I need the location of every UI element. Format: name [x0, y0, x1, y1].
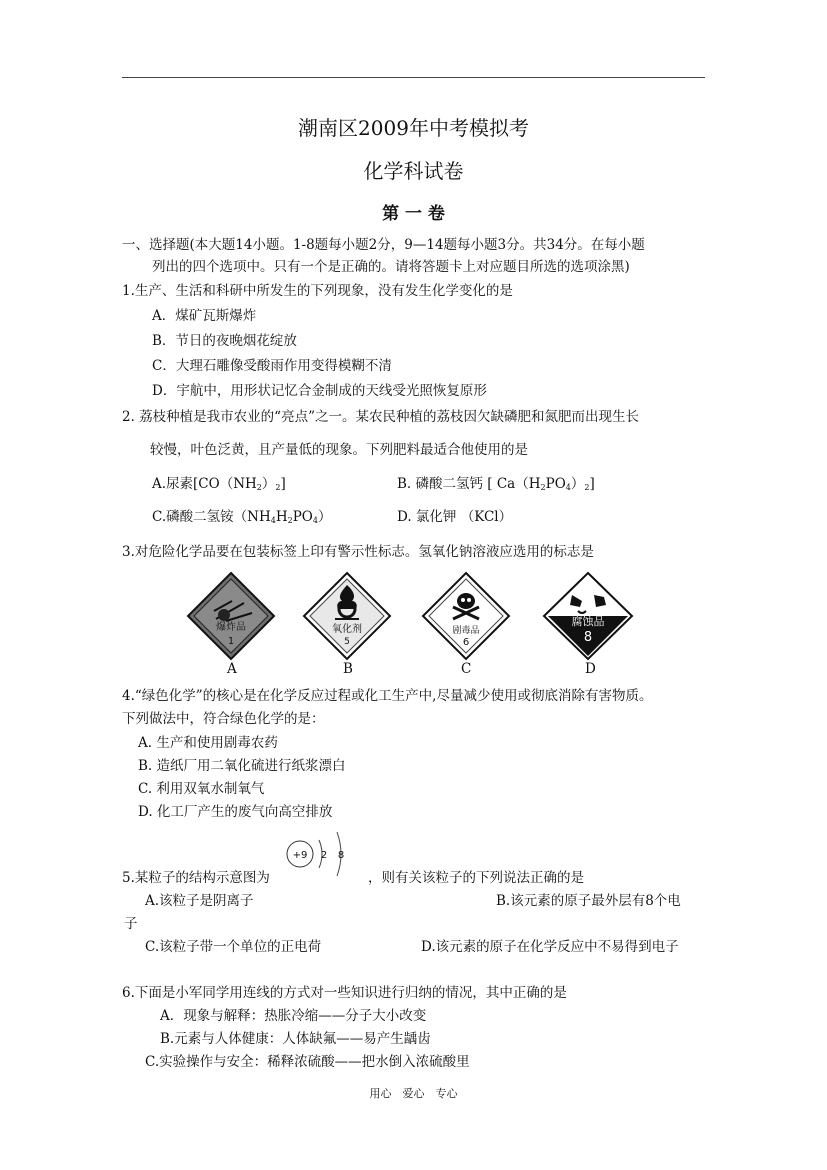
- q4-stem-line1: 4.“绿色化学”的核心是在化学反应过程或化工生产中,尽量减少使用或彻底消除有害物质。: [122, 688, 653, 704]
- q4-option-b: B. 造纸厂用二氧化硫进行纸浆漂白: [138, 758, 346, 774]
- svg-text:8: 8: [337, 850, 345, 861]
- q4-stem-line2: 下列做法中，符合绿色化学的是：: [122, 711, 325, 727]
- sign-a-letter: A: [227, 661, 237, 677]
- q6-option-b: B.元素与人体健康：人体缺氟——易产生龋齿: [160, 1031, 431, 1047]
- section-intro-line2: 列出的四个选项中。只有一个是正确的。请将答题卡上对应题目所选的选项涂黑): [152, 259, 630, 275]
- q6-option-c: C.实验操作与安全：稀释浓硫酸——把水倒入浓硫酸里: [145, 1054, 470, 1070]
- q4-option-d: D. 化工厂产生的废气向高空排放: [138, 804, 333, 820]
- q5-option-d: D.该元素的原子在化学反应中不易得到电子: [421, 939, 679, 955]
- section-intro-line1: 一、选择题(本大题14小题。1-8题每小题2分，9—14题每小题3分。共34分。在每小题: [122, 237, 645, 253]
- q6-option-a: A．现象与解释：热胀冷缩——分子大小改变: [160, 1008, 427, 1024]
- q6-stem: 6.下面是小军同学用连线的方式对一些知识进行归纳的情况，其中正确的是: [122, 985, 567, 1001]
- q2-option-b: B. 磷酸二氢钙 [ $Ca(H_2PO_4)_2$]: [397, 476, 595, 492]
- svg-text:爆炸品: 爆炸品: [216, 622, 246, 633]
- sign-c-letter: C: [461, 661, 472, 677]
- q2-stem-line1: 2. 荔枝种植是我市农业的“亮点”之一。某农民种植的荔枝因欠缺磷肥和氮肥而出现生长: [122, 409, 639, 425]
- q5-option-b-line1: B.该元素的原子最外层有8个电: [496, 893, 681, 909]
- oxidizer-hazard-sign: [302, 571, 392, 661]
- svg-text:6: 6: [462, 637, 470, 648]
- q1-stem: 1.生产、生活和科研中所发生的下列现象，没有发生化学变化的是: [122, 283, 513, 299]
- svg-text:5: 5: [344, 637, 350, 647]
- volume-heading: 第 一 卷: [382, 204, 445, 224]
- page-footer: 用心 爱心 专心: [369, 1087, 458, 1100]
- q2-option-c: C.磷酸二氢铵$(NH_4H_2PO_4)$: [152, 509, 332, 525]
- q1-option-b: B．节日的夜晚烟花绽放: [152, 333, 297, 349]
- corrosive-hazard-sign: [542, 571, 634, 661]
- q5-option-a: A.该粒子是阴离子: [145, 893, 254, 909]
- q2-option-d: D. 氯化钾 （KCl）: [397, 509, 513, 525]
- q1-option-d: D．宇航中，用形状记忆合金制成的天线受光照恢复原形: [152, 383, 487, 399]
- q5-stem-post: ，则有关该粒子的下列说法正确的是: [368, 870, 584, 886]
- q5-stem-pre: 5.某粒子的结构示意图为: [122, 870, 270, 886]
- sign-b-letter: B: [343, 661, 353, 677]
- svg-text:腐蚀品: 腐蚀品: [571, 615, 605, 628]
- explosive-hazard-sign: [186, 571, 276, 661]
- q4-option-a: A. 生产和使用剧毒农药: [138, 735, 278, 751]
- toxic-hazard-sign: [421, 571, 511, 661]
- q4-option-c: C. 利用双氧水制氧气: [138, 781, 265, 797]
- exam-title: 潮南区2009年中考模拟考: [298, 116, 529, 140]
- svg-text:1: 1: [227, 636, 235, 647]
- svg-text:氧化剂: 氧化剂: [332, 624, 362, 635]
- header-rule: [122, 77, 705, 78]
- q3-stem: 3.对危险化学品要在包装标签上印有警示性标志。氢氧化钠溶液应选用的标志是: [122, 544, 594, 560]
- svg-text:2: 2: [320, 850, 328, 861]
- svg-text:剧毒品: 剧毒品: [452, 626, 480, 636]
- sign-d-letter: D: [585, 661, 596, 677]
- particle-structure-diagram: [283, 820, 363, 882]
- q5-option-b-line2: 子: [124, 916, 138, 932]
- q2-stem-line2: 较慢，叶色泛黄，且产量低的现象。下列肥料最适合他使用的是: [150, 442, 528, 458]
- q1-option-c: C．大理石雕像受酸雨作用变得模糊不清: [152, 358, 392, 374]
- q5-option-c: C.该粒子带一个单位的正电荷: [145, 939, 322, 955]
- svg-text:8: 8: [583, 630, 593, 645]
- svg-text:+9: +9: [292, 850, 308, 861]
- exam-subject: 化学科试卷: [363, 159, 464, 183]
- q1-option-a: A．煤矿瓦斯爆炸: [152, 308, 257, 324]
- q2-option-a: A.尿素$[CO(NH_2)_2]$: [152, 476, 286, 492]
